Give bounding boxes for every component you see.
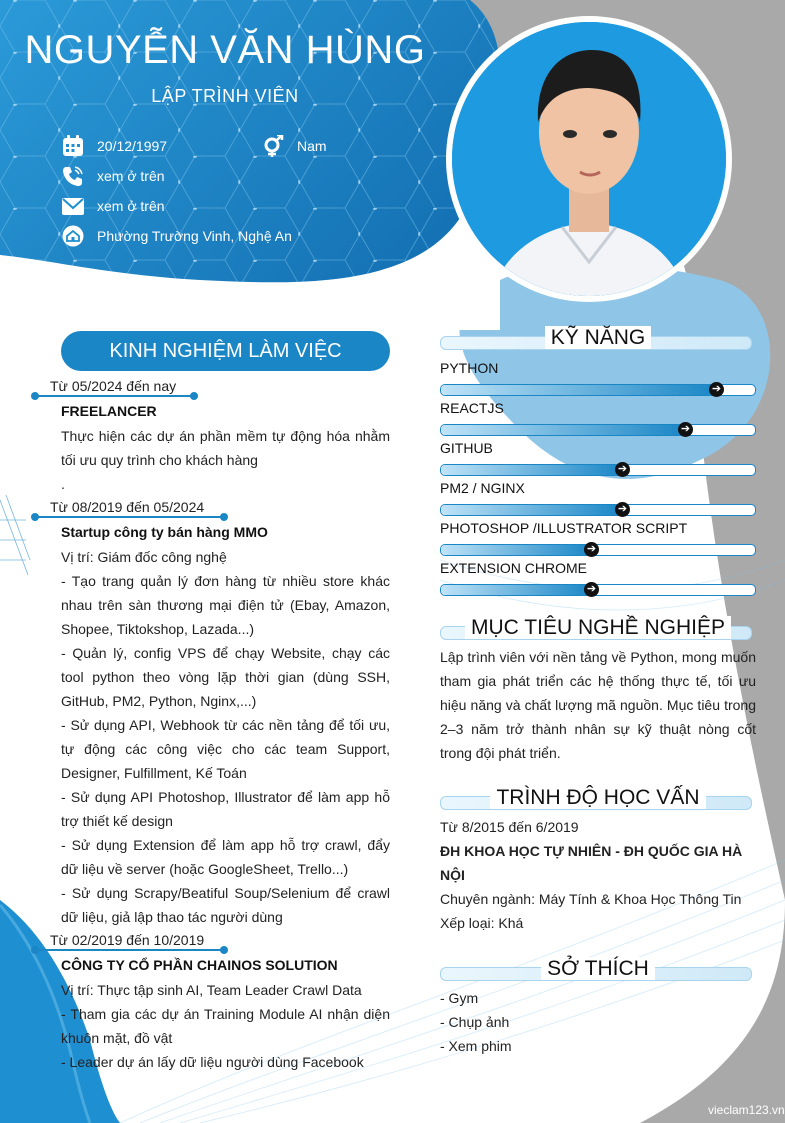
gender-value: Nam (297, 138, 327, 154)
avatar (452, 22, 726, 296)
job-date-dot-right (220, 946, 228, 954)
skill-bar-track (440, 424, 756, 436)
hobbies-title: SỞ THÍCH (541, 957, 655, 980)
skill-bar-fill (441, 545, 592, 555)
job-company: Startup công ty bán hàng MMO (61, 524, 268, 540)
skill-bar-track (440, 464, 756, 476)
education-title: TRÌNH ĐỘ HỌC VẤN (490, 786, 705, 809)
job-company: CÔNG TY CỔ PHẦN CHAINOS SOLUTION (61, 957, 338, 973)
education-rank: Xếp loại: Khá (440, 915, 524, 931)
job-description-line: . (61, 476, 65, 492)
info-gender (262, 135, 327, 157)
education-block (440, 815, 756, 935)
skill-bar-track (440, 504, 756, 516)
education-school: ĐH KHOA HỌC TỰ NHIÊN - ĐH QUỐC GIA HÀ NỘI (440, 843, 743, 883)
skill-bar-fill (441, 425, 686, 435)
email-icon (62, 195, 84, 217)
hobby-item: - Xem phim (440, 1038, 512, 1054)
hobby-item: - Chụp ảnh (440, 1014, 510, 1030)
job-date: Từ 02/2019 đến 10/2019 (50, 932, 205, 948)
skill-label: GITHUB (440, 440, 493, 456)
skills-title: KỸ NĂNG (545, 326, 652, 349)
education-major: Chuyên ngành: Máy Tính & Khoa Học Thông Tin (440, 891, 742, 907)
skills-wrap (440, 326, 756, 350)
skill-bar-track (440, 544, 756, 556)
job-date: Từ 08/2019 đến 05/2024 (50, 499, 205, 515)
phone-value: xem ở trên (97, 168, 165, 184)
job-description-line: - Quản lý, config VPS để chạy Website, chạy các tool python theo vòng lặp thời gian (dùng SSH, GitHub, PM2, Python, Nginx,...) (61, 645, 390, 709)
job-date-dot-left (31, 513, 39, 521)
skill-knob-icon: ➔ (584, 582, 599, 597)
skill-label: REACTJS (440, 400, 504, 416)
watermark: vieclam123.vn (708, 1103, 785, 1117)
job-description-line: - Sử dụng API, Webhook từ các nền tảng để tối ưu, tự động các công việc cho các team Support, Designer, Fulfillment, Kế Toán (61, 717, 390, 781)
job-description-line: - Sử dụng Scrapy/Beatiful Soup/Selenium để crawl dữ liệu, giả lập thao tác người dùng (61, 885, 390, 925)
job-description-line: - Tham gia các dự án Training Module AI nhận diện khuôn mặt, đồ vật (61, 1006, 390, 1046)
job-date-dot-right (190, 392, 198, 400)
email-value: xem ở trên (97, 198, 165, 214)
experience-title: KINH NGHIỆM LÀM VIỆC (61, 331, 390, 371)
education-date: Từ 8/2015 đến 6/2019 (440, 819, 579, 835)
job-description-line: - Sử dụng API Photoshop, Illustrator để làm app hỗ trợ thiết kế design (61, 789, 390, 829)
job-date-line (34, 395, 194, 397)
job-date: Từ 05/2024 đến nay (50, 378, 177, 394)
dob-value: 20/12/1997 (97, 138, 168, 154)
phone-icon (62, 165, 84, 187)
education-wrap (440, 786, 756, 810)
job-date-dot-right (220, 513, 228, 521)
skill-knob-icon: ➔ (678, 422, 693, 437)
job-description (61, 978, 390, 1074)
job-date-line (34, 949, 224, 951)
skill-bar-fill (441, 385, 717, 395)
job-description-line: Vị trí: Giám đốc công nghệ (61, 549, 227, 565)
skill-bar-fill (441, 505, 623, 515)
hobbies-list (440, 986, 740, 1058)
objective-text: Lập trình viên với nền tảng về Python, mong muốn tham gia phát triển các hệ thống thực tế, tối ưu hiệu năng và chất lượng mã nguồn. Mục tiêu trong 2–3 năm trở thành nhân sự kỹ thuật nòng cốt trong đội phát triển. (440, 649, 756, 761)
job-date-dot-left (31, 946, 39, 954)
hobbies-wrap (440, 957, 756, 981)
job-description-line: - Leader dự án lấy dữ liệu người dùng Facebook (61, 1054, 364, 1070)
job-description-line: - Sử dụng Extension để làm app hỗ trợ crawl, đẩy dữ liệu về server (hoặc GoogleSheet, Trello...) (61, 837, 390, 877)
skill-knob-icon: ➔ (584, 542, 599, 557)
job-description (61, 424, 390, 496)
skill-label: PYTHON (440, 360, 499, 376)
skill-knob-icon: ➔ (615, 502, 630, 517)
job-description-line: Vị trí: Thực tập sinh AI, Team Leader Crawl Data (61, 982, 362, 998)
candidate-name: NGUYỄN VĂN HÙNG (24, 28, 426, 72)
skill-bar-track (440, 584, 756, 596)
info-email (62, 195, 165, 217)
skill-label: PM2 / NGINX (440, 480, 525, 496)
job-company: FREELANCER (61, 403, 157, 419)
skill-knob-icon: ➔ (615, 462, 630, 477)
job-description (61, 545, 390, 929)
hobby-item: - Gym (440, 990, 479, 1006)
objective-wrap (440, 616, 756, 640)
skill-label: EXTENSION CHROME (440, 560, 588, 576)
gender-icon (262, 135, 284, 157)
skill-label: PHOTOSHOP /ILLUSTRATOR SCRIPT (440, 520, 688, 536)
objective-title: MỤC TIÊU NGHỀ NGHIỆP (465, 616, 731, 639)
address-value: Phường Trường Vinh, Nghệ An (97, 228, 292, 244)
info-dob (62, 135, 167, 157)
candidate-role: LẬP TRÌNH VIÊN (151, 86, 299, 106)
skill-bar-track (440, 384, 756, 396)
calendar-icon (62, 135, 84, 157)
skill-knob-icon: ➔ (709, 382, 724, 397)
portrait-image (452, 22, 726, 296)
skill-bar-fill (441, 585, 592, 595)
job-description-line: - Tạo trang quản lý đơn hàng từ nhiều store khác nhau trên sàn thương mại điện tử (Ebay, Amazon, Shopee, Tiktokshop, Lazada...) (61, 573, 390, 637)
home-icon (62, 225, 84, 247)
info-address (62, 225, 292, 247)
job-description-line: Thực hiện các dự án phần mềm tự động hóa nhằm tối ưu quy trình cho khách hàng (61, 428, 390, 468)
info-phone (62, 165, 165, 187)
job-date-line (34, 516, 224, 518)
job-date-dot-left (31, 392, 39, 400)
skill-bar-fill (441, 465, 623, 475)
